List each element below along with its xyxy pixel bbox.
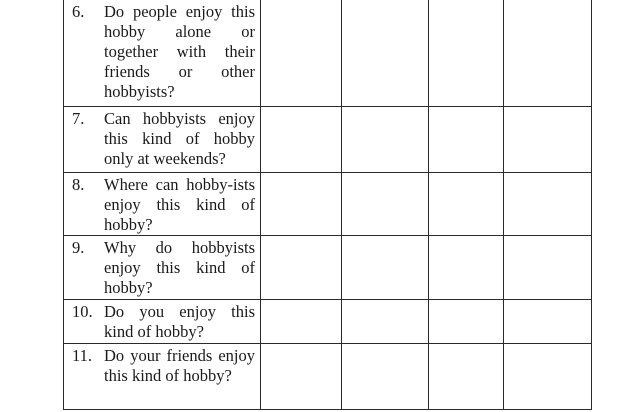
question-cell: [64, 0, 261, 106]
answer-cell[interactable]: [342, 172, 429, 235]
answer-cell[interactable]: [429, 106, 504, 172]
answer-cell[interactable]: [342, 235, 429, 299]
answer-cell[interactable]: [504, 172, 592, 235]
question-text: Can hobbyists enjoy this kind of hobby only at weekends?: [104, 108, 255, 168]
question-number: 9.: [72, 237, 85, 257]
question-text: Why do hobbyists enjoy this kind of hobby?: [104, 237, 255, 297]
table-row-q9: [64, 235, 592, 299]
answer-cell[interactable]: [342, 299, 429, 343]
question-number: 7.: [72, 108, 85, 128]
table-row-q11: [64, 343, 592, 409]
answer-cell[interactable]: [342, 0, 429, 106]
table-row-q7: [64, 106, 592, 172]
answer-cell[interactable]: [429, 0, 504, 106]
hobby-questions-table: [63, 0, 592, 410]
question-cell: [64, 343, 261, 409]
answer-cell[interactable]: [429, 172, 504, 235]
table-row-q8: [64, 172, 592, 235]
answer-cell[interactable]: [504, 235, 592, 299]
answer-cell[interactable]: [504, 0, 592, 106]
question-cell: [64, 235, 261, 299]
answer-cell[interactable]: [261, 172, 342, 235]
answer-cell[interactable]: [261, 0, 342, 106]
table-row-q6: [64, 0, 592, 106]
question-text: Do you enjoy this kind of hobby?: [104, 301, 255, 341]
question-text: Do people enjoy this hobby alone or together with their friends or other hobbyists?: [104, 2, 255, 101]
answer-cell[interactable]: [429, 343, 504, 409]
question-text: Where can hobby-ists enjoy this kind of hobby?: [104, 174, 255, 234]
answer-cell[interactable]: [429, 299, 504, 343]
table-row-q10: [64, 299, 592, 343]
answer-cell[interactable]: [504, 106, 592, 172]
question-number: 8.: [72, 174, 85, 194]
answer-cell[interactable]: [342, 343, 429, 409]
question-number: 6.: [72, 2, 85, 21]
question-number: 10.: [72, 301, 93, 321]
answer-cell[interactable]: [504, 343, 592, 409]
answer-cell[interactable]: [261, 106, 342, 172]
answer-cell[interactable]: [261, 299, 342, 343]
question-number: 11.: [72, 345, 93, 365]
answer-cell[interactable]: [429, 235, 504, 299]
question-cell: [64, 299, 261, 343]
question-cell: [64, 172, 261, 235]
question-text: Do your friends enjoy this kind of hobby?: [104, 345, 255, 385]
question-cell: [64, 106, 261, 172]
answer-cell[interactable]: [261, 235, 342, 299]
answer-cell[interactable]: [261, 343, 342, 409]
answer-cell[interactable]: [504, 299, 592, 343]
answer-cell[interactable]: [342, 106, 429, 172]
